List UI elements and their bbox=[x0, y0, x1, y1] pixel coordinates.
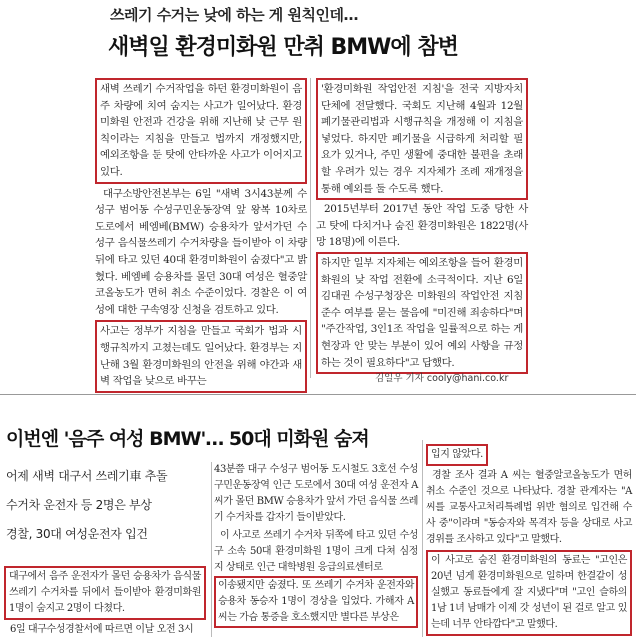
article1-byline: 김일우 기자 cooly@hani.co.kr bbox=[375, 373, 509, 384]
column-divider bbox=[211, 462, 212, 637]
article2-col2-top: 43분쯤 대구 수성구 범어동 도시철도 3호선 수성구민운동장역 인근 도로에서 30대 여성 운전자 A 씨가 몰던 BMW 승용차가 앞서 가던 음식물 쓰레기 수거차를 갑자기 들이받았다. bbox=[214, 464, 418, 523]
highlight-box bbox=[316, 78, 528, 200]
article2-column-3 bbox=[426, 444, 632, 636]
article2-col2-highlight: 이송됐지만 숨졌다. 또 쓰레기 수거차 운전자와 승용차 동승자 1명이 경상을 입었다. 가해자 A 씨는 가슴 통증을 호소했지만 별다른 부상은 bbox=[218, 580, 414, 623]
article2-column-1 bbox=[4, 566, 206, 640]
article2-col3-highlight-2: 이 사고로 숨진 환경미화원의 동료는 "고인은 20년 넘게 환경미화원으로 일하며 한결같이 성실했고 동료들에게 잘 지냈다"며 "고인 슬하의 1남 1녀 남매가 이제 갓 성년이 된 걸로 알고 있는데 너무 안타깝다"고 말했다. bbox=[431, 555, 627, 630]
article1-col1-highlight-1: 새벽 쓰레기 수거작업을 하던 환경미화원이 음주 차량에 치여 숨지는 사고가 일어났다. 환경미화원 안전과 건강을 위해 지난해 낮 근무 원칙이라는 지침을 만들고 법까지 개정했지만, 예외조항을 둔 탓에 안타까운 사고가 이어지고 있다. bbox=[100, 83, 302, 178]
article1-col2-highlight-1: '환경미화원 작업안전 지침'을 전국 지방자치단체에 전달했다. 국회도 지난해 4월과 12월 폐기물관리법과 시행규칙을 개정해 이 지침을 넣었다. 하지만 폐기물을 시급하게 처리할 필요가 있거나, 주민 생활에 중대한 불편을 초래할 우려가 있는 경우 지자체가 조례 재개정을 통해 예외를 둘 수도록 했다. bbox=[321, 83, 523, 195]
article2-col3-body: 경찰 조사 결과 A 씨는 혈중알코올농도가 면허 취소 수준인 것으로 나타났다. 경찰 관계자는 "A 씨를 교통사고처리특례법 위반 혐의로 입건해 수사 중"이라며 "동승자와 목격자 등을 상대로 사고 경위를 조사하고 있다"고 말했다. bbox=[426, 470, 632, 545]
article2-col3-highlight-1: 입지 않았다. bbox=[431, 449, 483, 460]
article1-kicker: 쓰레기 수거는 낮에 하는 게 원칙인데… bbox=[110, 6, 358, 24]
article2-col1-highlight: 대구에서 음주 운전자가 몰던 승용차가 음식물 쓰레기 수거차를 뒤에서 들이받아 환경미화원 1명이 숨지고 2명이 다쳤다. bbox=[9, 571, 201, 614]
highlight-box bbox=[4, 566, 206, 620]
highlight-box bbox=[95, 78, 307, 184]
article2-subheading-3: 경찰, 30대 여성운전자 입건 bbox=[6, 527, 148, 541]
highlight-box bbox=[95, 320, 307, 392]
article1-column-1 bbox=[95, 78, 307, 393]
article1-col2-highlight-2: 하지만 일부 지자체는 예외조항을 들어 환경미화원의 낮 작업 전환에 소극적이다. 지난 6일 김대권 수성구청장은 미화원의 작업안전 지침 준수 여부를 묻는 물음에 "미진해 죄송하다"며 "주간작업, 3인1조 작업을 일률적으로 하는 게 현장과 안 맞는 부분이 있어 예외 사항을 규정하는 것이 필요하다"고 답했다. bbox=[321, 256, 523, 369]
highlight-box bbox=[214, 576, 418, 628]
section-divider bbox=[0, 394, 636, 395]
article2-headline: 이번엔 '음주 여성 BMW'… 50대 미화원 숨져 bbox=[6, 428, 369, 450]
article2-subheading-1: 어제 새벽 대구서 쓰레기車 추돌 bbox=[6, 469, 168, 483]
article1-headline: 새벽일 환경미화원 만취 BMW에 참변 bbox=[108, 35, 458, 60]
article1-col1-highlight-2: 사고는 정부가 지침을 만들고 국회가 법과 시행규칙까지 고쳤는데도 일어났다. 환경부는 지난해 3월 환경미화원의 안전을 위해 야간과 새벽 작업을 낮으로 바꾸는 bbox=[100, 325, 302, 388]
highlight-box bbox=[426, 444, 488, 466]
article1-column-2 bbox=[316, 78, 528, 374]
article1-col1-body: 대구소방안전본부는 6일 "새벽 3시43분께 수성구 범어동 수성구민운동장역 앞 왕복 10차로 도로에서 베엠베(BMW) 승용차가 앞서가던 수성구 음식물쓰레기 수거차량을 들이받아 이 차량 뒤에 타고 있던 40대 환경미화원이 숨졌다"고 밝혔다. 베엠베 승용차를 몰던 30대 여성은 혈중알코올농도가 면허 취소 수준이었다. 경찰은 이 여성에 대한 구속영장 신청을 검토하고 있다. bbox=[95, 187, 307, 316]
article2-col2-body: 이 사고로 쓰레기 수거차 뒤쪽에 타고 있던 수성구 소속 50대 환경미화원 1명이 크게 다쳐 심정지 상태로 인근 대학병원 응급의료센터로 bbox=[214, 530, 418, 573]
article2-subheading-2: 수거차 운전자 등 2명은 부상 bbox=[6, 498, 152, 512]
highlight-box bbox=[316, 252, 528, 374]
highlight-box bbox=[426, 550, 632, 636]
column-divider bbox=[310, 78, 311, 378]
column-divider bbox=[422, 440, 423, 637]
article1-col2-body: 2015년부터 2017년 동안 작업 도중 당한 사고 탓에 다치거나 숨진 환경미화원은 1822명(사망 18명)에 이른다. bbox=[316, 203, 528, 249]
article2-col1-body: 6일 대구수성경찰서에 따르면 이날 오전 3시 bbox=[10, 624, 194, 635]
article2-column-2 bbox=[214, 462, 418, 628]
